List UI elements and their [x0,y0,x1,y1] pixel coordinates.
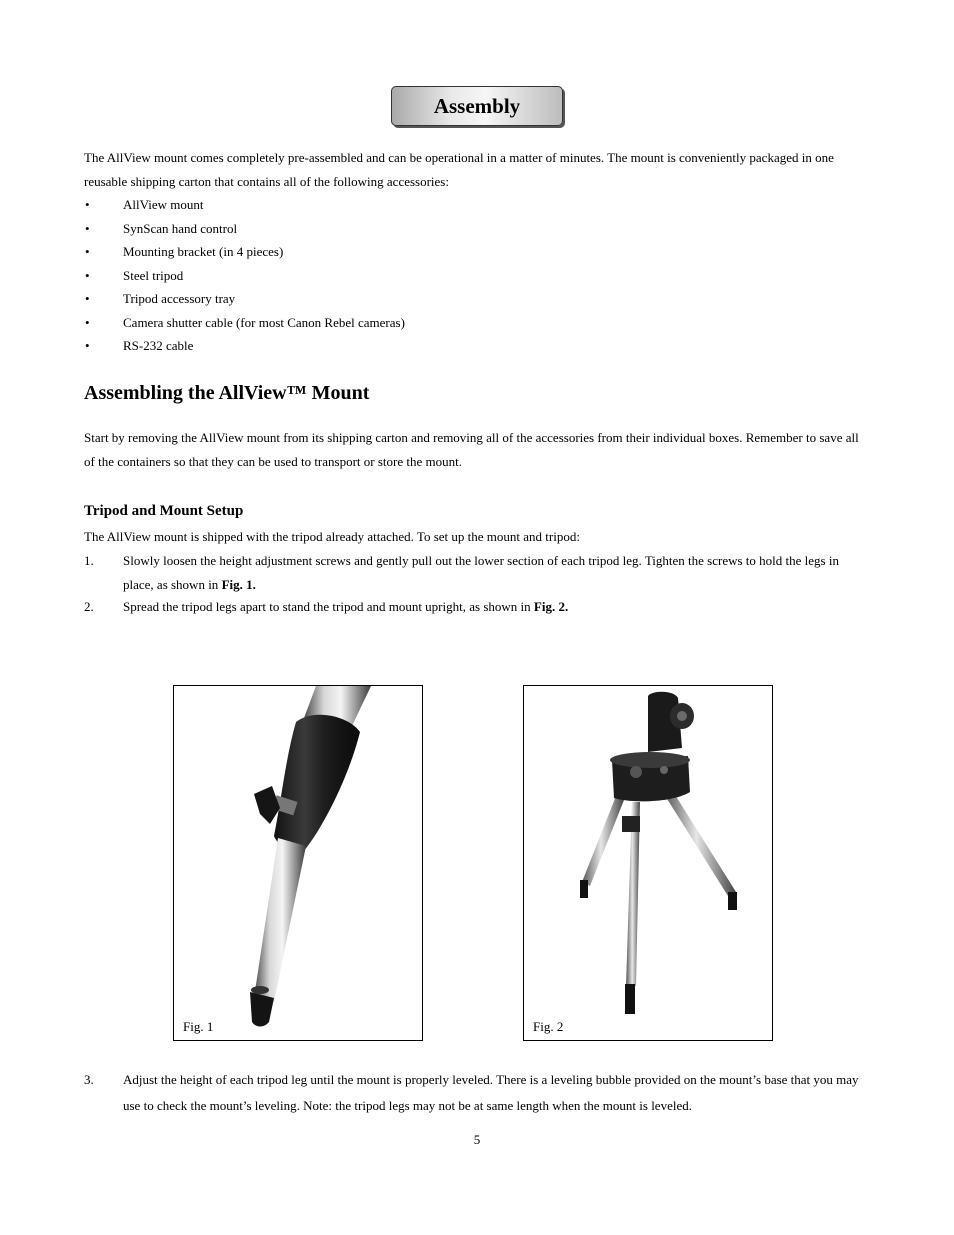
step-2 [84,595,864,619]
assembling-paragraph: Start by removing the AllView mount from its shipping carton and removing all of the accessories from their individual boxes. Remember to save all of the containers so that they can be used to transport or store the mount. [84,430,859,469]
tripod-heading: Tripod and Mount Setup [84,503,244,519]
list-item [84,287,405,311]
list-item-label: AllView mount [123,197,204,212]
step-1 [84,549,864,596]
tripod-leg-closeup-image [174,686,422,1040]
step-number: 3. [84,1072,94,1087]
step-body: Slowly loosen the height adjustment screws and gently pull out the lower section of each tripod leg. Tighten the screws to hold the legs in place, as shown in [123,553,839,592]
list-item [84,334,405,358]
mount-on-tripod-image [524,686,772,1040]
list-item [84,217,405,241]
bullet-marker: • [85,338,90,353]
figure-reference: Fig. 2. [533,599,569,614]
figure-reference: Fig. 1. [221,576,256,592]
list-item-label: Steel tripod [123,267,184,283]
list-item-label: Tripod accessory tray [123,291,236,306]
section-title: Assembly [391,86,563,126]
step-text: Adjust the height of each tripod leg until the mount is properly leveled. There is a leveling bubble provided on the mount’s base that you may use to check the mount’s leveling. Note: the tripod legs may not be at same length when the mount is leveled. [123,1072,859,1113]
figure-1 [173,685,423,1041]
list-item-label: Camera shutter cable (for most Canon Rebel cameras) [123,314,405,330]
tripod-intro: The AllView mount is shipped with the tripod already attached. To set up the mount and tripod: [84,529,580,544]
page-number: 5 [473,1132,481,1147]
list-item [84,311,405,335]
list-item-label: Mounting bracket (in 4 pieces) [123,244,284,259]
step-text [123,549,864,596]
assembling-heading: Assembling the AllView™ Mount [84,382,370,404]
bullet-marker: • [85,244,90,259]
step-3 [84,1067,864,1119]
figure-2 [523,685,773,1041]
list-item-label: RS-232 cable [123,338,194,353]
bullet-marker: • [85,291,90,306]
figure-caption: Fig. 2 [533,1019,564,1034]
step-number: 2. [84,599,94,614]
bullet-marker: • [85,220,90,236]
bullet-marker: • [85,314,90,330]
list-item [84,264,405,288]
bullet-marker: • [85,267,90,283]
bullet-marker: • [85,197,90,212]
list-item [84,240,405,264]
list-item-label: SynScan hand control [123,220,238,236]
step-number: 1. [84,553,94,568]
step-body: Spread the tripod legs apart to stand the tripod and mount upright, as shown in [123,599,534,614]
intro-paragraph: The AllView mount comes completely pre-assembled and can be operational in a matter of minutes. The mount is conveniently packaged in one reusable shipping carton that contains all of the following accessories: [84,150,834,189]
step-text [123,595,864,619]
accessory-list [84,193,405,358]
figure-caption: Fig. 1 [183,1019,214,1034]
list-item [84,193,405,217]
